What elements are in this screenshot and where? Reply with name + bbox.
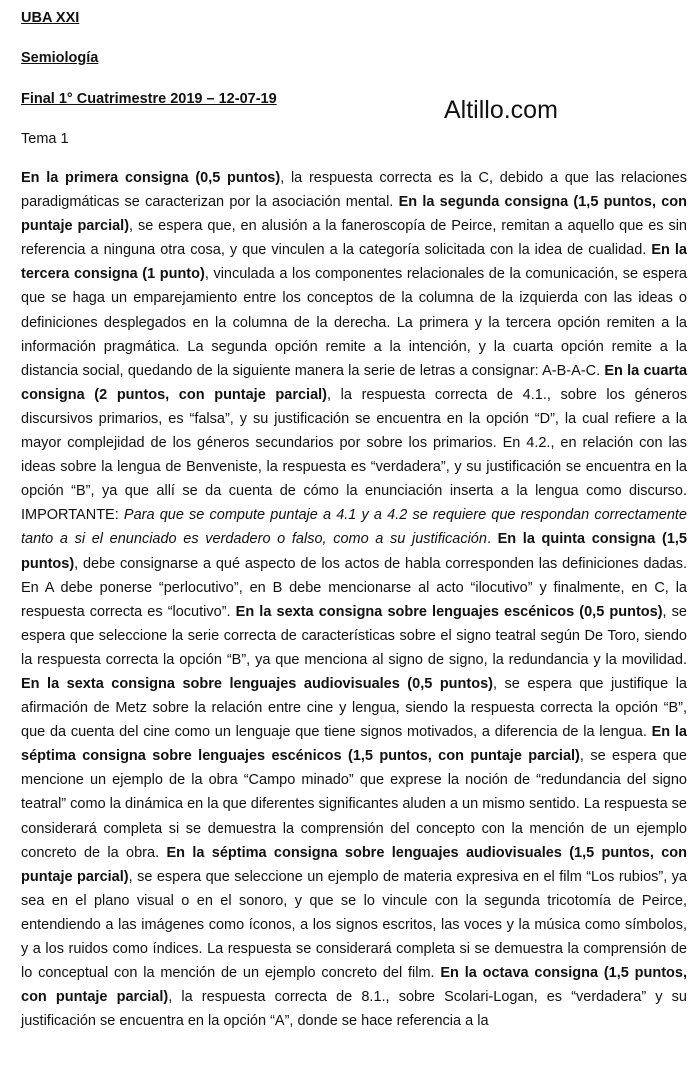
institution-heading: UBA XXI <box>21 10 80 26</box>
consigna-heading: En la sexta consigna sobre lenguajes audiovisuales (0,5 puntos) <box>21 675 493 692</box>
answer-text: , se espera que mencione un ejemplo de la obra “Campo minado” que exprese la noción de “redundancia del signo teatral” como la dinámica en la que diferentes significantes aluden a un mismo sentido. La respuesta se considerará completa si se demuestra la comprensión del concepto con la mención de un ejemplo concreto de la obra. <box>21 748 687 861</box>
consigna-heading: En la séptima consigna sobre lenguajes audiovisuales (1,5 puntos, con puntaje parcial) <box>21 844 687 885</box>
answer-text: , se espera que seleccione un ejemplo de materia expresiva en el film “Los rubios”, ya sea en el plano visual o en el sonoro, y que se lo vincule con la segunda tricotomía de Peirce, entendiendo a las imágenes como íconos, a los signos escritos, las voces y la música como símbolos, y a los ruidos como índices. La respuesta se considerará completa si se demuestra la comprensión de lo conceptual con la mención de un ejemplo concreto del film. <box>21 868 687 982</box>
consigna-heading: En la séptima consigna sobre lenguajes escénicos (1,5 puntos, con puntaje parcial) <box>21 724 687 765</box>
answer-text: , se espera que seleccione la serie correcta de características sobre el signo teatral según De Toro, siendo la respuesta correcta la opción “B”, ya que menciona al signo de signo, la redundancia y la movilidad. <box>21 603 687 668</box>
answer-key-paragraph <box>21 166 687 1033</box>
answer-text: . <box>486 531 498 548</box>
consigna-heading: En la sexta consigna sobre lenguajes escénicos (0,5 puntos) <box>235 603 663 620</box>
consigna-heading: En la tercera consigna (1 punto) <box>21 242 687 283</box>
consigna-heading: En la cuarta consigna (2 puntos, con puntaje parcial) <box>21 362 688 403</box>
answer-text: , la respuesta correcta es la C, debido a que las relaciones paradigmáticas se caracterizan por la asociación mental. <box>21 170 687 211</box>
exam-heading: Final 1° Cuatrimestre 2019 – 12-07-19 <box>21 91 277 107</box>
altillo-watermark: Altillo.com <box>444 96 558 124</box>
consigna-heading: En la octava consigna (1,5 puntos, con puntaje parcial) <box>21 965 687 1006</box>
consigna-heading: En la quinta consigna (1,5 puntos) <box>21 531 687 572</box>
answer-text: , se espera que, en alusión a la faneroscopía de Peirce, remitan a aquello que es sin referencia a ninguna otra cosa, y que vinculen a la categoría solicitada con la idea de cualidad. <box>21 218 687 259</box>
answer-text: , se espera que justifique la afirmación de Metz sobre la relación entre cine y lengua, siendo la respuesta correcta la opción “B”, que da cuenta del cine como un lenguaje que tiene signos motivados, a diferencia de la lengua. <box>21 675 687 741</box>
answer-text: , la respuesta correcta de 8.1., sobre Scolari-Logan, es “verdadera” y su justificación se encuentra en la opción “A”, donde se hace referencia a la <box>21 989 687 1030</box>
consigna-heading: En la segunda consigna (1,5 puntos, con puntaje parcial) <box>21 194 687 235</box>
subject-heading: Semiología <box>21 50 99 66</box>
answer-text: , debe consignarse a qué aspecto de los actos de habla corresponden las definiciones dadas. En A debe ponerse “perlocutivo”, en B debe mencionarse al acto “ilocutivo” y finalmente, en C, la respuesta correcta es “locutivo”. <box>21 555 687 620</box>
important-note: Para que se compute puntaje a 4.1 y a 4.2 se requiere que respondan correctamente tanto a si el enunciado es verdadero o falso, como a su justificación <box>21 507 687 548</box>
answer-text: , vinculada a los componentes relacionales de la comunicación, se espera que se haga un emparejamiento entre los conceptos de la columna de la izquierda con las ideas o definiciones desplegados en la columna de la derecha. La primera y la tercera opción remiten a la información pragmática. La segunda opción remite a la intención, y la cuarta opción remite a la distancia social, quedando de la siguiente manera la serie de letras a consignar: A-B-A-C. <box>21 266 687 379</box>
consigna-heading: En la primera consigna (0,5 puntos) <box>21 170 281 186</box>
answer-text: , la respuesta correcta de 4.1., sobre los géneros discursivos primarios, es “falsa”, y su justificación se encuentra en la opción “D”, la cual refiere a la mayor complejidad de los géneros secundarios por sobre los primarios. En 4.2., en relación con las ideas sobre la lengua de Benveniste, la respuesta es “verdadera”, y su justificación se encuentra en la opción “B”, ya que allí se da cuenta de cómo la enunciación inserta a la lengua como discurso. IMPORTANTE: <box>21 386 688 524</box>
topic-label: Tema 1 <box>21 131 69 147</box>
